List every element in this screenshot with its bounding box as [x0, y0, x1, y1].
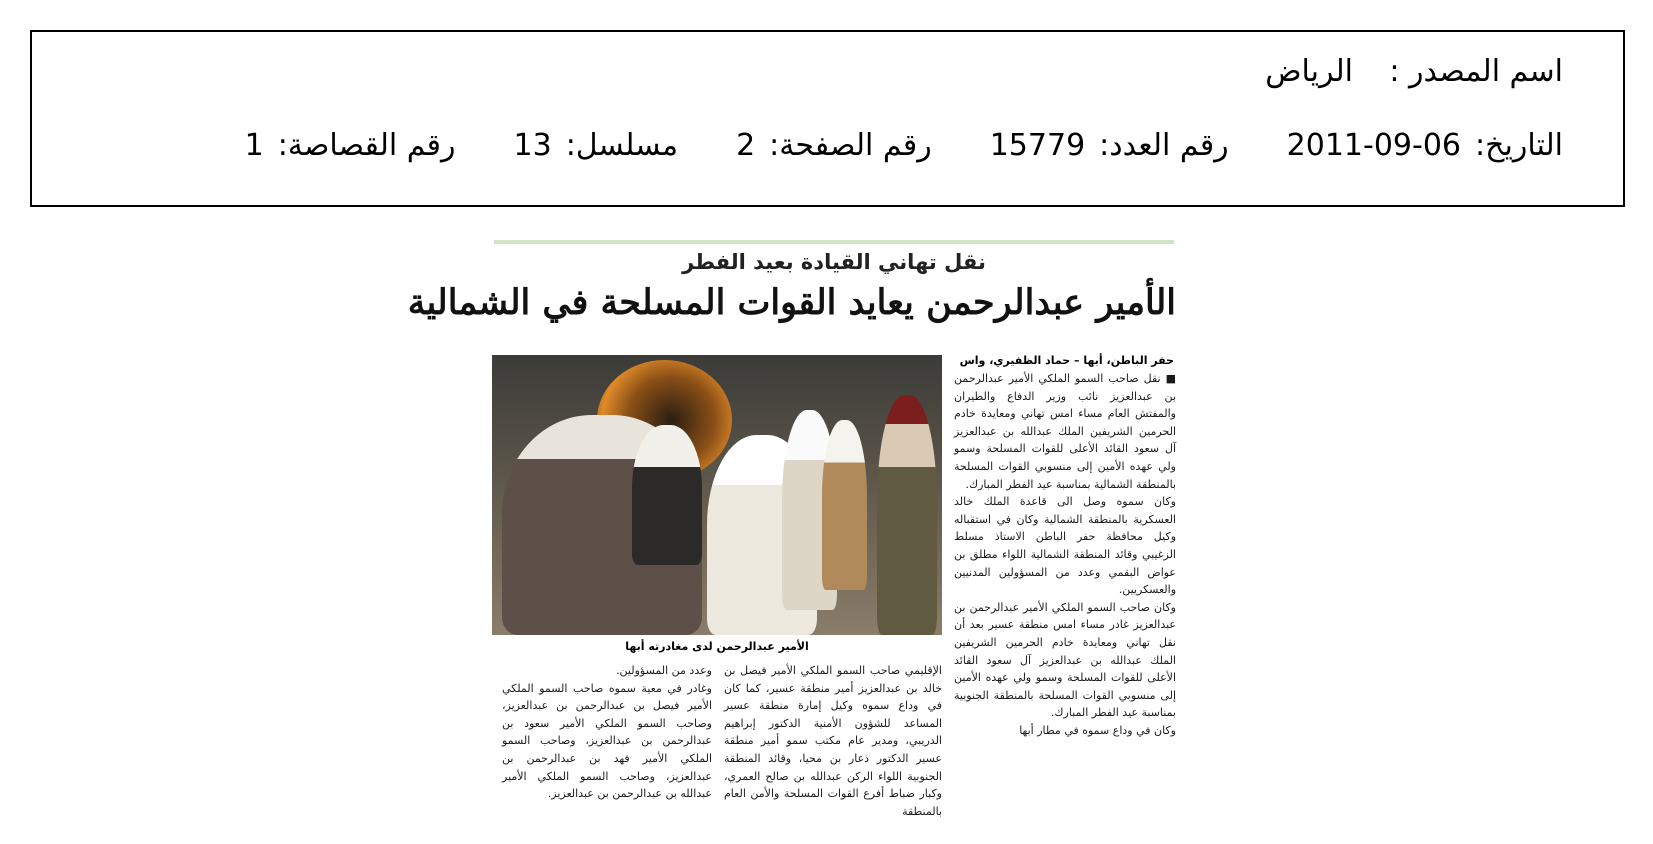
article-photo [492, 355, 942, 635]
date-value: 2011-09-06 [1286, 128, 1462, 163]
source-label: اسم المصدر : [1389, 54, 1563, 89]
details-row [245, 128, 1563, 163]
paragraph: وغادر في معية سموه صاحب السمو الملكي الأمير فيصل بن عبدالرحمن بن عبدالعزيز، وصاحب السمو الملكي الأمير سعود بن عبدالرحمن بن عبدالعزيز، وصاحب السمو الملكي الأمير فهد بن عبدالرحمن بن عبدالعزيز، وصاحب السمو الملكي الأمير عبدالله بن عبدالرحمن بن عبدالعزيز. [502, 681, 712, 801]
article-kicker: نقل تهاني القيادة بعيد الفطر [682, 250, 986, 274]
date-field [1287, 128, 1563, 163]
paragraph: ■ نقل صاحب السمو الملكي الأمير عبدالرحمن بن عبدالعزيز نائب وزير الدفاع والطيران والمفتش العام مساء امس تهاني ومعايدة خادم الحرمين الشريفين الملك عبدالله بن عبدالعزيز آل سعود القائد الأعلى للقوات المسلحة وسمو ولي عهده الأمين إلى منسوبي القوات المسلحة بالمنطقة الشمالية بمناسبة عيد الفطر المبارك. [954, 372, 1176, 491]
photo-caption: الأمير عبدالرحمن لدى مغادرته أبها [625, 640, 809, 653]
figure [822, 420, 867, 590]
paragraph: وكان سموه وصل الى قاعدة الملك خالد العسكرية بالمنطقة الشمالية وكان في استقباله وكيل محافظة حفر الباطن الاستاذ مسلط الزغيبي وقائد المنطقة الشمالية اللواء مطلق بن عواض البقمي وعدد من المسؤولين المدنيين والعسكريين. [954, 495, 1176, 597]
paragraph: وكان صاحب السمو الملكي الأمير عبدالرحمن بن عبدالعزيز غادر مساء امس منطقة عسير بعد أن نقل تهاني ومعايدة خادم الحرمين الشريفين الملك عبدالله بن عبدالعزيز آل سعود القائد الأعلى للقوات المسلحة وسمو ولي عهده الأمين إلى منسوبي القوات المسلحة بالمنطقة الجنوبية بمناسبة عيد الفطر المبارك. [954, 600, 1176, 720]
text-column-right [954, 370, 1176, 739]
source-value: الرياض [1265, 54, 1353, 89]
newspaper-clipping [407, 240, 1176, 830]
serial-label: مسلسل: [565, 128, 679, 163]
text-column-left [502, 662, 712, 803]
text-column-middle [724, 662, 942, 820]
top-rule [494, 240, 1174, 244]
page-value: 2 [736, 128, 756, 163]
article-headline: الأمير عبدالرحمن يعايد القوات المسلحة في الشمالية [407, 282, 1176, 323]
serial-value: 13 [513, 128, 552, 163]
clip-value: 1 [244, 128, 264, 163]
date-label: التاريخ: [1475, 128, 1563, 163]
page-field [736, 128, 932, 163]
paragraph: وكان في وداع سموه في مطار أبها [1019, 723, 1176, 737]
issue-label: رقم العدد: [1099, 128, 1229, 163]
clip-label: رقم القصاصة: [277, 128, 456, 163]
issue-value: 15779 [989, 128, 1086, 163]
clipping-metadata-box [30, 30, 1625, 207]
serial-field [514, 128, 679, 163]
paragraph: وعدد من المسؤولين. [616, 664, 712, 677]
figure [877, 395, 937, 635]
figure [632, 425, 702, 565]
paragraph: الإقليمي صاحب السمو الملكي الأمير فيصل بن خالد بن عبدالعزيز أمير منطقة عسير، كما كان في وداع سموه وكيل إمارة منطقة عسير المساعد للشؤون الأمنية الدكتور إبراهيم الدريبي، ومدير عام مكتب سمو أمير منطقة عسير الدكتور ذعار بن محيا، وقائد المنطقة الجنوبية اللواء الركن عبدالله بن صالح العمري، وكبار ضباط أفرع القوات المسلحة والأمن العام بالمنطقة [724, 664, 942, 818]
source-row [1265, 54, 1563, 89]
issue-field [990, 128, 1229, 163]
article-byline: حفر الباطن، أبها – حماد الظفيري، واس [959, 354, 1174, 367]
clip-field [245, 128, 456, 163]
page-label: رقم الصفحة: [769, 128, 932, 163]
